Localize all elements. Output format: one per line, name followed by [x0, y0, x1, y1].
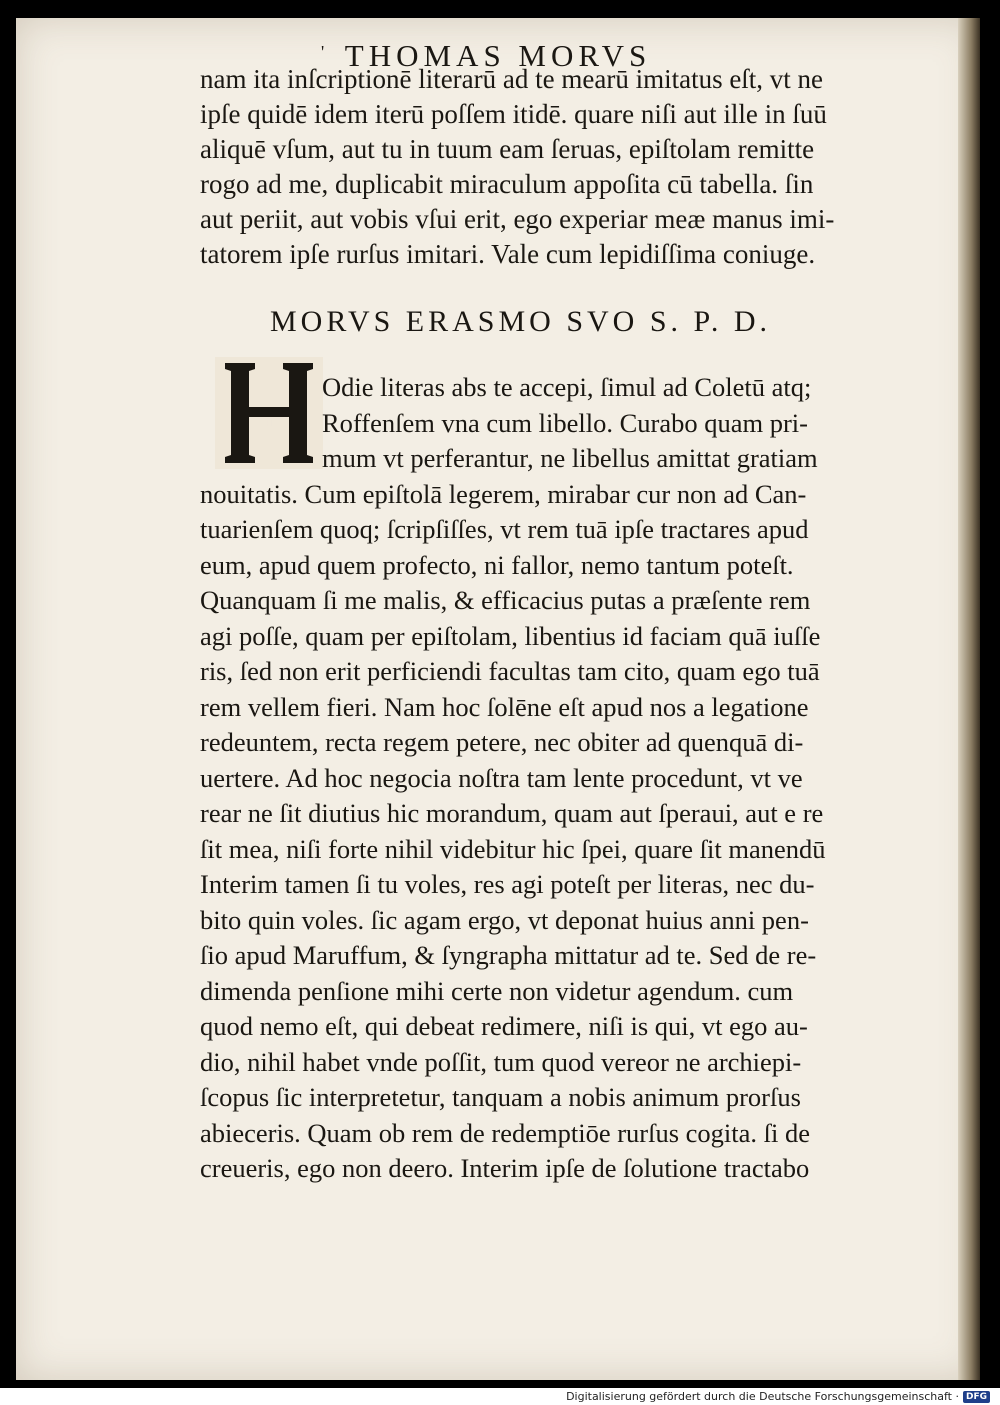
- text-line: ipſe quidē idem iterū poſſem itidē. quare niſi aut ille in ſuū: [200, 99, 827, 129]
- text-line: Roffenſem vna cum libello. Curabo quam pri-: [322, 407, 808, 438]
- text-line: bito quin voles. ſic agam ergo, vt deponat huius anni pen-: [200, 904, 809, 935]
- running-head-title: THOMAS MORVS: [344, 38, 652, 73]
- text-line: aut periit, aut vobis vſui erit, ego experiar meæ manus imi-: [200, 204, 835, 234]
- text-line: mum vt perferantur, ne libellus amittat gratiam: [322, 443, 818, 473]
- text-line: eum, apud quem profecto, ni fallor, nemo tantum poteſt.: [200, 549, 794, 580]
- text-line: Quanquam ſi me malis, & efficacius putas a præſente rem: [200, 585, 811, 615]
- text-line: rear ne ſit diutius hic morandum, quam aut ſperaui, aut e re: [200, 798, 824, 828]
- text-line: uertere. Ad hoc negocia noſtra tam lente procedunt, vt ve: [200, 762, 803, 793]
- text-line: ris, ſed non erit perficiendi facultas tam cito, quam ego tuā: [200, 656, 820, 686]
- text-line: abieceris. Quam ob rem de redemptiōe rurſus cogita. ſi de: [200, 1117, 811, 1148]
- text-line: nam ita inſcriptionē literarū ad te mearū imitatus eſt, vt ne: [200, 64, 824, 94]
- text-line: Interim tamen ſi tu voles, res agi poteſt per literas, nec du-: [200, 869, 815, 899]
- text-line: dio, nihil habet vnde poſſit, tum quod vereor ne archiepi-: [200, 1046, 802, 1077]
- page-edge: [958, 18, 980, 1380]
- footer-text: Digitalisierung gefördert durch die Deutsche Forschungsgemeinschaft ·: [566, 1390, 959, 1403]
- footer-credit: [566, 1390, 990, 1403]
- text-line: ſio apud Maruffum, & ſyngrapha mittatur ad te. Sed de re-: [200, 940, 817, 970]
- text-line: dimenda penſione mihi certe non videtur agendum. cum: [200, 975, 794, 1006]
- text-line: ſcopus ſic interpretetur, tanquam a nobis animum prorſus: [200, 1082, 801, 1112]
- dfg-logo[interactable]: DFG: [963, 1391, 990, 1403]
- text-line: aliquē vſum, aut tu in tuum eam ſeruas, epiſtolam remitte: [200, 134, 815, 164]
- text-line: nouitatis. Cum epiſtolā legerem, mirabar cur non ad Can-: [200, 478, 807, 509]
- text-line: Odie literas abs te accepi, ſimul ad Coletū atq;: [322, 372, 812, 402]
- text-line: tuarienſem quoq; ſcripſiſſes, vt rem tuā ipſe tractares apud: [200, 514, 809, 544]
- text-line: redeuntem, recta regem petere, nec obiter ad quenquā di-: [200, 727, 804, 757]
- text-line: agi poſſe, quam per epiſtolam, libentius id faciam quā iuſſe: [200, 620, 821, 651]
- text-line: rogo ad me, duplicabit miraculum appoſita cū tabella. ſin: [200, 169, 814, 199]
- running-head-mark: ': [321, 42, 325, 62]
- letter-2-text: [200, 370, 940, 1187]
- text-line: tatorem ipſe rurſus imitari. Vale cum lepidiſſima coniuge.: [200, 239, 816, 269]
- text-line: rem vellem fieri. Nam hoc ſolēne eſt apud nos a legatione: [200, 691, 809, 722]
- text-line: ſit mea, niſi forte nihil videbitur hic ſpei, quare ſit manendū: [200, 833, 826, 864]
- letter-1-text: [200, 62, 930, 272]
- dropcap-letter: H: [264, 416, 274, 430]
- text-line: creueris, ego non deero. Interim ipſe de ſolutione tractabo: [200, 1153, 810, 1183]
- letter-heading: MORVS ERASMO SVO S. P. D.: [270, 305, 772, 338]
- text-line: quod nemo eſt, qui debeat redimere, niſi is qui, vt ego au-: [200, 1011, 808, 1041]
